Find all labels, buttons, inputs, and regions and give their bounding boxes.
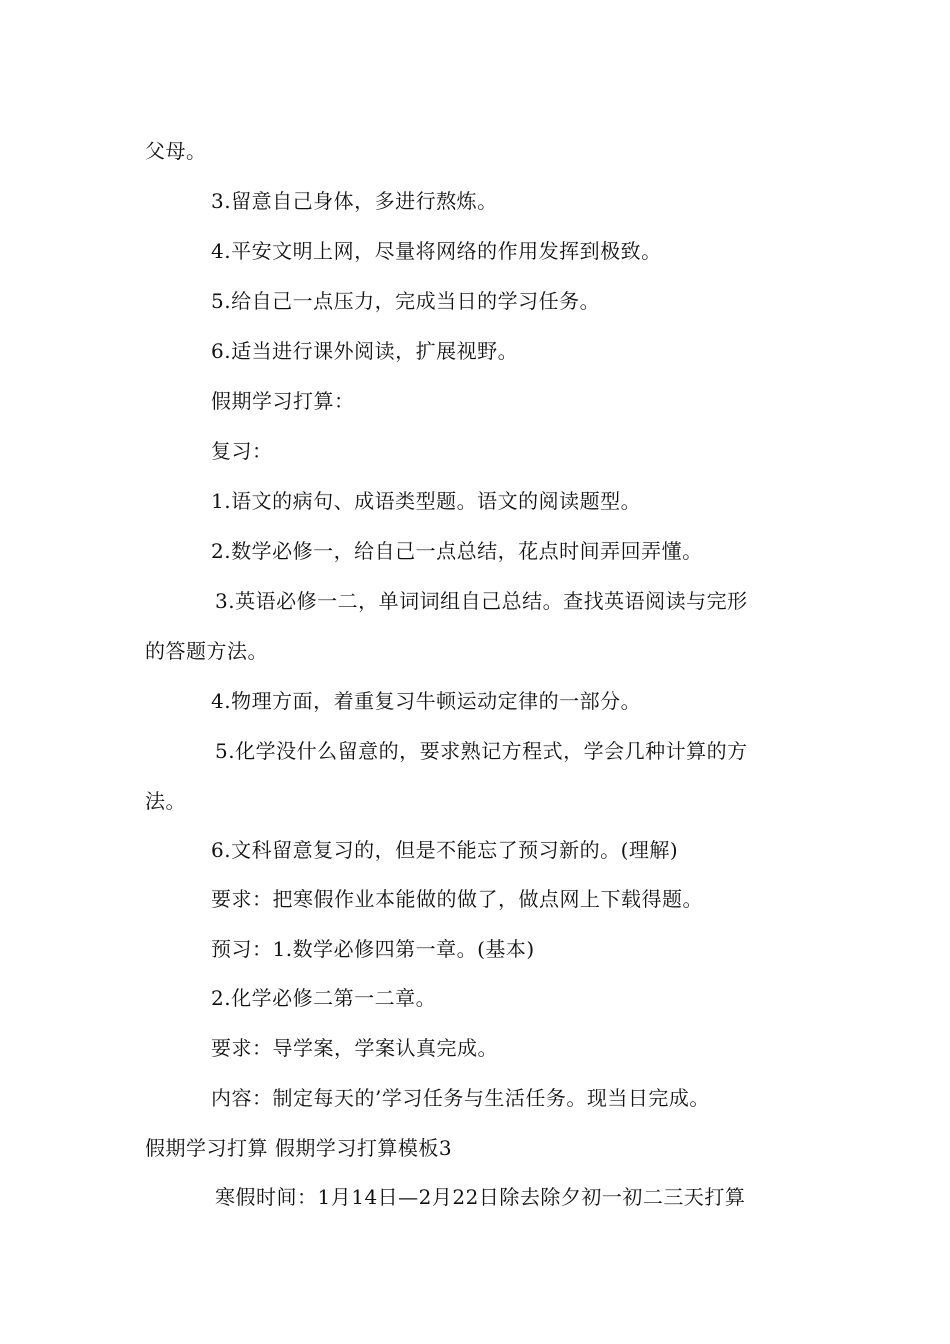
paragraph-line: 要求：导学案，学案认真完成。 xyxy=(211,1036,498,1060)
paragraph-line: 法。 xyxy=(145,789,186,813)
paragraph-line: 6.文科留意复习的，但是不能忘了预习新的。(理解) xyxy=(211,838,679,862)
paragraph-line: 5.化学没什么留意的，要求熟记方程式，学会几种计算的方 xyxy=(215,739,748,763)
paragraph-line: 5.给自己一点压力，完成当日的学习任务。 xyxy=(211,289,601,313)
paragraph-line: 预习：1.数学必修四第一章。(基本) xyxy=(211,937,535,961)
paragraph-line: 要求：把寒假作业本能做的做了，做点网上下载得题。 xyxy=(211,887,703,911)
paragraph-line: 4.物理方面，着重复习牛顿运动定律的一部分。 xyxy=(211,689,642,713)
document-title: 假期学习打算 假期学习打算模板3 xyxy=(145,1136,453,1160)
paragraph-line: 6.适当进行课外阅读，扩展视野。 xyxy=(211,339,519,363)
paragraph-line: 4.平安文明上网，尽量将网络的作用发挥到极致。 xyxy=(211,239,662,263)
paragraph-line: 2.化学必修二第一二章。 xyxy=(211,986,437,1010)
section-heading: 假期学习打算： xyxy=(211,389,355,413)
paragraph-line: 父母。 xyxy=(145,139,207,163)
section-heading: 复习： xyxy=(211,439,273,463)
paragraph-line: 2.数学必修一，给自己一点总结，花点时间弄回弄懂。 xyxy=(211,539,703,563)
paragraph-line: 3.留意自己身体，多进行熬炼。 xyxy=(211,189,498,213)
paragraph-line: 寒假时间：1月14日—2月22日除去除夕初一初二三天打算 xyxy=(215,1185,746,1209)
paragraph-line: 内容：制定每天的’学习任务与生活任务。现当日完成。 xyxy=(211,1086,710,1110)
paragraph-line: 的答题方法。 xyxy=(145,639,268,663)
paragraph-line: 3.英语必修一二，单词词组自己总结。查找英语阅读与完形 xyxy=(215,589,748,613)
paragraph-line: 1.语文的病句、成语类型题。语文的阅读题型。 xyxy=(211,489,642,513)
